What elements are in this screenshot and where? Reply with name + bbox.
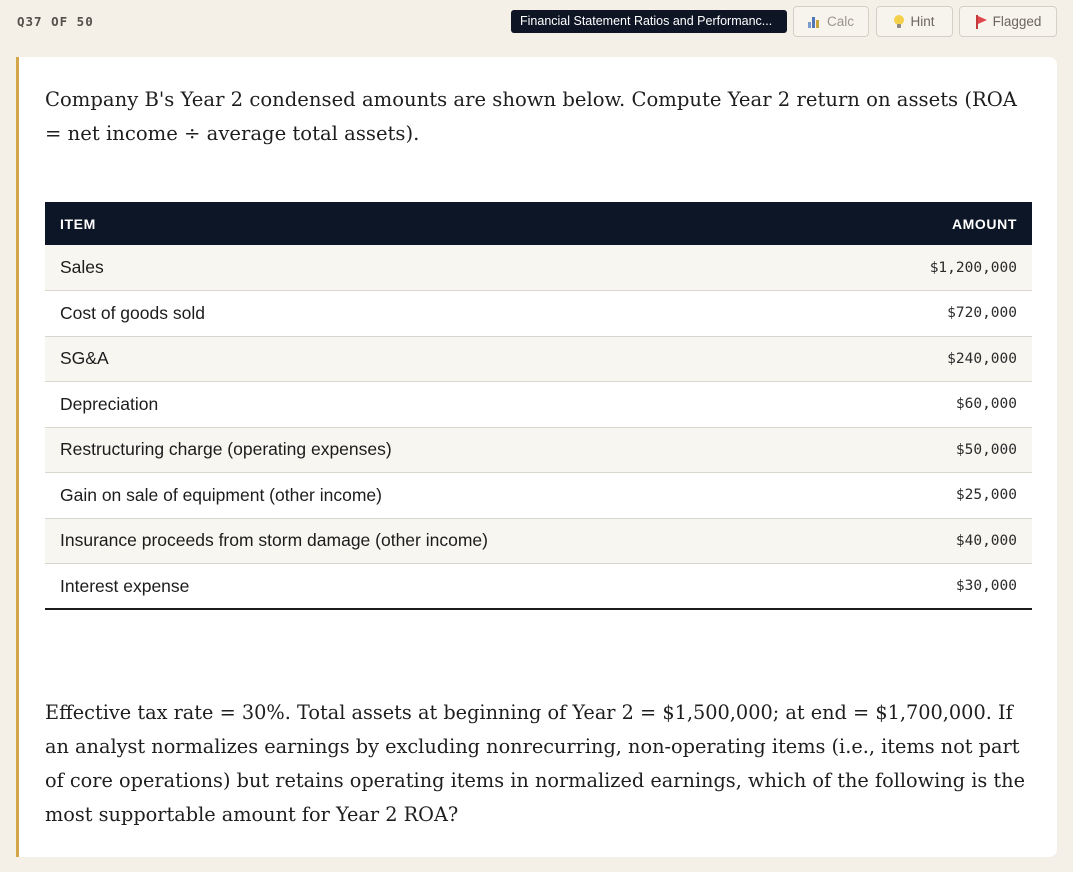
table-row	[45, 245, 1032, 291]
question-body: Effective tax rate = 30%. Total assets at beginning of Year 2 = $1,500,000; at end = $1,700,000. If an analyst normalizes earnings by excluding nonrecurring, non-operating items (i.e., items not part of core operations) but retains operating items in normalized earnings, which of the following is the most supportable amount for Year 2 ROA?	[45, 701, 1025, 826]
row-item: Cost of goods sold	[60, 302, 205, 323]
amounts-table	[45, 202, 1032, 610]
table-header-row	[45, 202, 1032, 245]
row-item: Gain on sale of equipment (other income)	[60, 484, 382, 505]
hint-label: Hint	[910, 14, 935, 29]
flag-label: Flagged	[992, 14, 1042, 29]
question-prompt: Company B's Year 2 condensed amounts are shown below. Compute Year 2 return on assets (ROA = net income ÷ average total assets).	[45, 88, 1017, 145]
row-amount: $25,000	[955, 487, 1017, 504]
row-amount: $720,000	[947, 305, 1017, 322]
top-bar	[0, 0, 1073, 44]
topic-badge: Financial Statement Ratios and Performanc...	[511, 10, 787, 33]
table-row	[45, 518, 1032, 564]
column-header-item: ITEM	[60, 215, 96, 232]
table-row	[45, 336, 1032, 382]
flag-button[interactable]	[959, 6, 1057, 37]
row-item: Depreciation	[60, 393, 159, 414]
question-counter: Q37 OF 50	[17, 14, 94, 29]
row-amount: $60,000	[955, 396, 1017, 413]
table-row	[45, 427, 1032, 473]
row-amount: $50,000	[955, 441, 1017, 458]
table-row	[45, 564, 1032, 610]
lightbulb-icon	[894, 15, 904, 29]
row-amount: $1,200,000	[929, 259, 1017, 276]
question-card	[16, 57, 1057, 857]
table-row	[45, 291, 1032, 337]
row-item: Insurance proceeds from storm damage (other income)	[60, 530, 488, 551]
table-row	[45, 382, 1032, 428]
table-row	[45, 473, 1032, 519]
row-amount: $30,000	[955, 578, 1017, 594]
column-header-amount: AMOUNT	[951, 215, 1017, 232]
red-flag-icon	[975, 15, 987, 29]
row-item: Interest expense	[60, 575, 190, 596]
row-amount: $40,000	[955, 532, 1017, 549]
bar-chart-icon	[808, 16, 821, 28]
row-item: Restructuring charge (operating expenses)	[60, 439, 392, 460]
row-amount: $240,000	[947, 350, 1017, 367]
hint-button[interactable]	[876, 6, 953, 37]
row-item: SG&A	[60, 348, 109, 369]
row-item: Sales	[60, 257, 104, 277]
calc-button[interactable]	[793, 6, 869, 37]
calc-label: Calc	[826, 14, 854, 29]
